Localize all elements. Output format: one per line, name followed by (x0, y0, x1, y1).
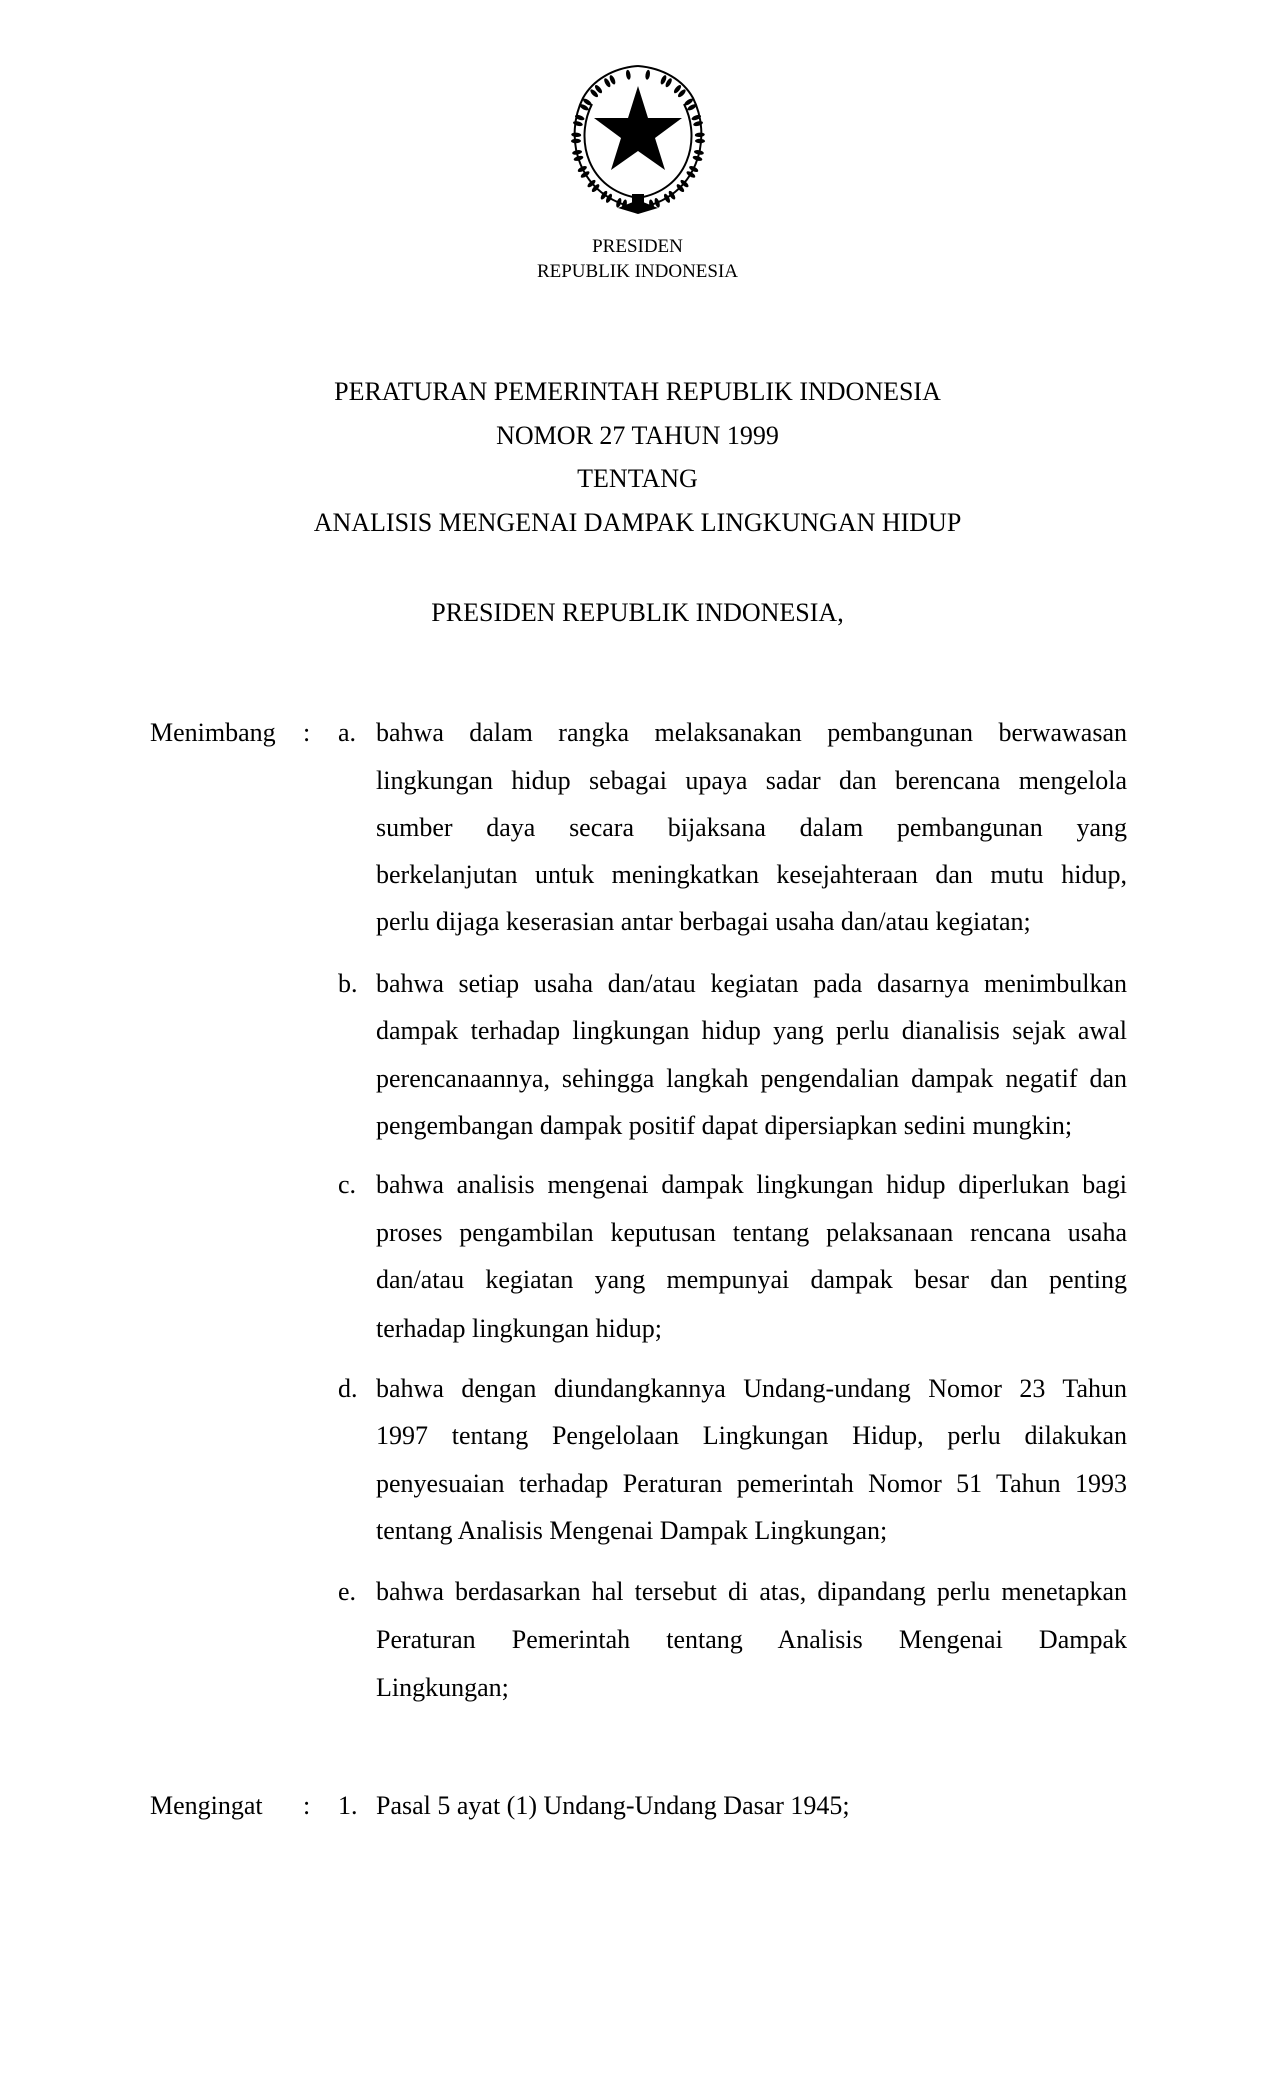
item-text-line: perencanaannya, sehingga langkah pengendalian dampak negatif dan (376, 1064, 1127, 1093)
item-text-line: bahwa dengan diundangkannya Undang-undang Nomor 23 Tahun (376, 1374, 1127, 1403)
item-text-line: Peraturan Pemerintah tentang Analisis Mengenai Dampak (376, 1625, 1127, 1654)
item-marker: 1. (338, 1791, 358, 1820)
item-text-line: perlu dijaga keserasian antar berbagai usaha dan/atau kegiatan; (376, 907, 1031, 936)
item-text-line: bahwa dalam rangka melaksanakan pembangunan berwawasan (376, 718, 1127, 747)
item-marker: d. (338, 1374, 358, 1403)
item-marker: e. (338, 1577, 357, 1606)
item-text-line: proses pengambilan keputusan tentang pelaksanaan rencana usaha (376, 1218, 1127, 1247)
wreath-leaf (695, 132, 705, 137)
item-text-line: tentang Analisis Mengenai Dampak Lingkungan; (376, 1516, 888, 1545)
presidential-seal-emblem (558, 58, 718, 216)
wreath-leaf (694, 149, 705, 155)
item-text-line: Pasal 5 ayat (1) Undang-Undang Dasar 1945; (376, 1791, 850, 1820)
header-line-presiden: PRESIDEN (592, 236, 683, 257)
item-text-line: dampak terhadap lingkungan hidup yang perlu dianalisis sejak awal (376, 1016, 1127, 1045)
wreath-leaf (625, 70, 631, 81)
item-text-line: terhadap lingkungan hidup; (376, 1314, 662, 1343)
item-text-line: bahwa analisis mengenai dampak lingkungan hidup diperlukan bagi (376, 1170, 1127, 1199)
menimbang-colon: : (303, 718, 311, 747)
menimbang-label: Menimbang (150, 718, 276, 747)
header-line-republik: REPUBLIK INDONESIA (536, 261, 739, 282)
item-text-line: Lingkungan; (376, 1673, 509, 1702)
title-line-3: TENTANG (577, 464, 698, 493)
star-icon (594, 86, 682, 170)
item-text-line: 1997 tentang Pengelolaan Lingkungan Hidup, perlu dilakukan (376, 1421, 1127, 1450)
item-text-line: bahwa setiap usaha dan/atau kegiatan pada dasarnya menimbulkan (376, 969, 1127, 998)
item-text-line: dan/atau kegiatan yang mempunyai dampak besar dan penting (376, 1265, 1127, 1294)
item-text-line: sumber daya secara bijaksana dalam pembangunan yang (376, 813, 1127, 842)
item-text-line: penyesuaian terhadap Peraturan pemerintah Nomor 51 Tahun 1993 (376, 1469, 1127, 1498)
wreath-leaf (645, 70, 651, 81)
item-text-line: pengembangan dampak positif dapat dipersiapkan sedini mungkin; (376, 1111, 1073, 1140)
mengingat-label: Mengingat (150, 1791, 263, 1820)
title-line-2: NOMOR 27 TAHUN 1999 (496, 421, 779, 450)
item-text-line: bahwa berdasarkan hal tersebut di atas, dipandang perlu menetapkan (376, 1577, 1127, 1606)
item-text-line: berkelanjutan untuk meningkatkan kesejahteraan dan mutu hidup, (376, 860, 1127, 889)
title-line-1: PERATURAN PEMERINTAH REPUBLIK INDONESIA (334, 377, 941, 406)
wreath-leaf (572, 149, 583, 155)
wreath-leaf (571, 139, 581, 144)
item-marker: c. (338, 1170, 357, 1199)
wreath-leaf (571, 132, 581, 137)
item-marker: a. (338, 718, 357, 747)
opening-line: PRESIDEN REPUBLIK INDONESIA, (431, 598, 844, 627)
title-line-4: ANALISIS MENGENAI DAMPAK LINGKUNGAN HIDUP (313, 508, 962, 537)
item-marker: b. (338, 969, 358, 998)
mengingat-colon: : (303, 1791, 311, 1820)
wreath-leaf (695, 139, 705, 144)
item-text-line: lingkungan hidup sebagai upaya sadar dan berencana mengelola (376, 766, 1127, 795)
